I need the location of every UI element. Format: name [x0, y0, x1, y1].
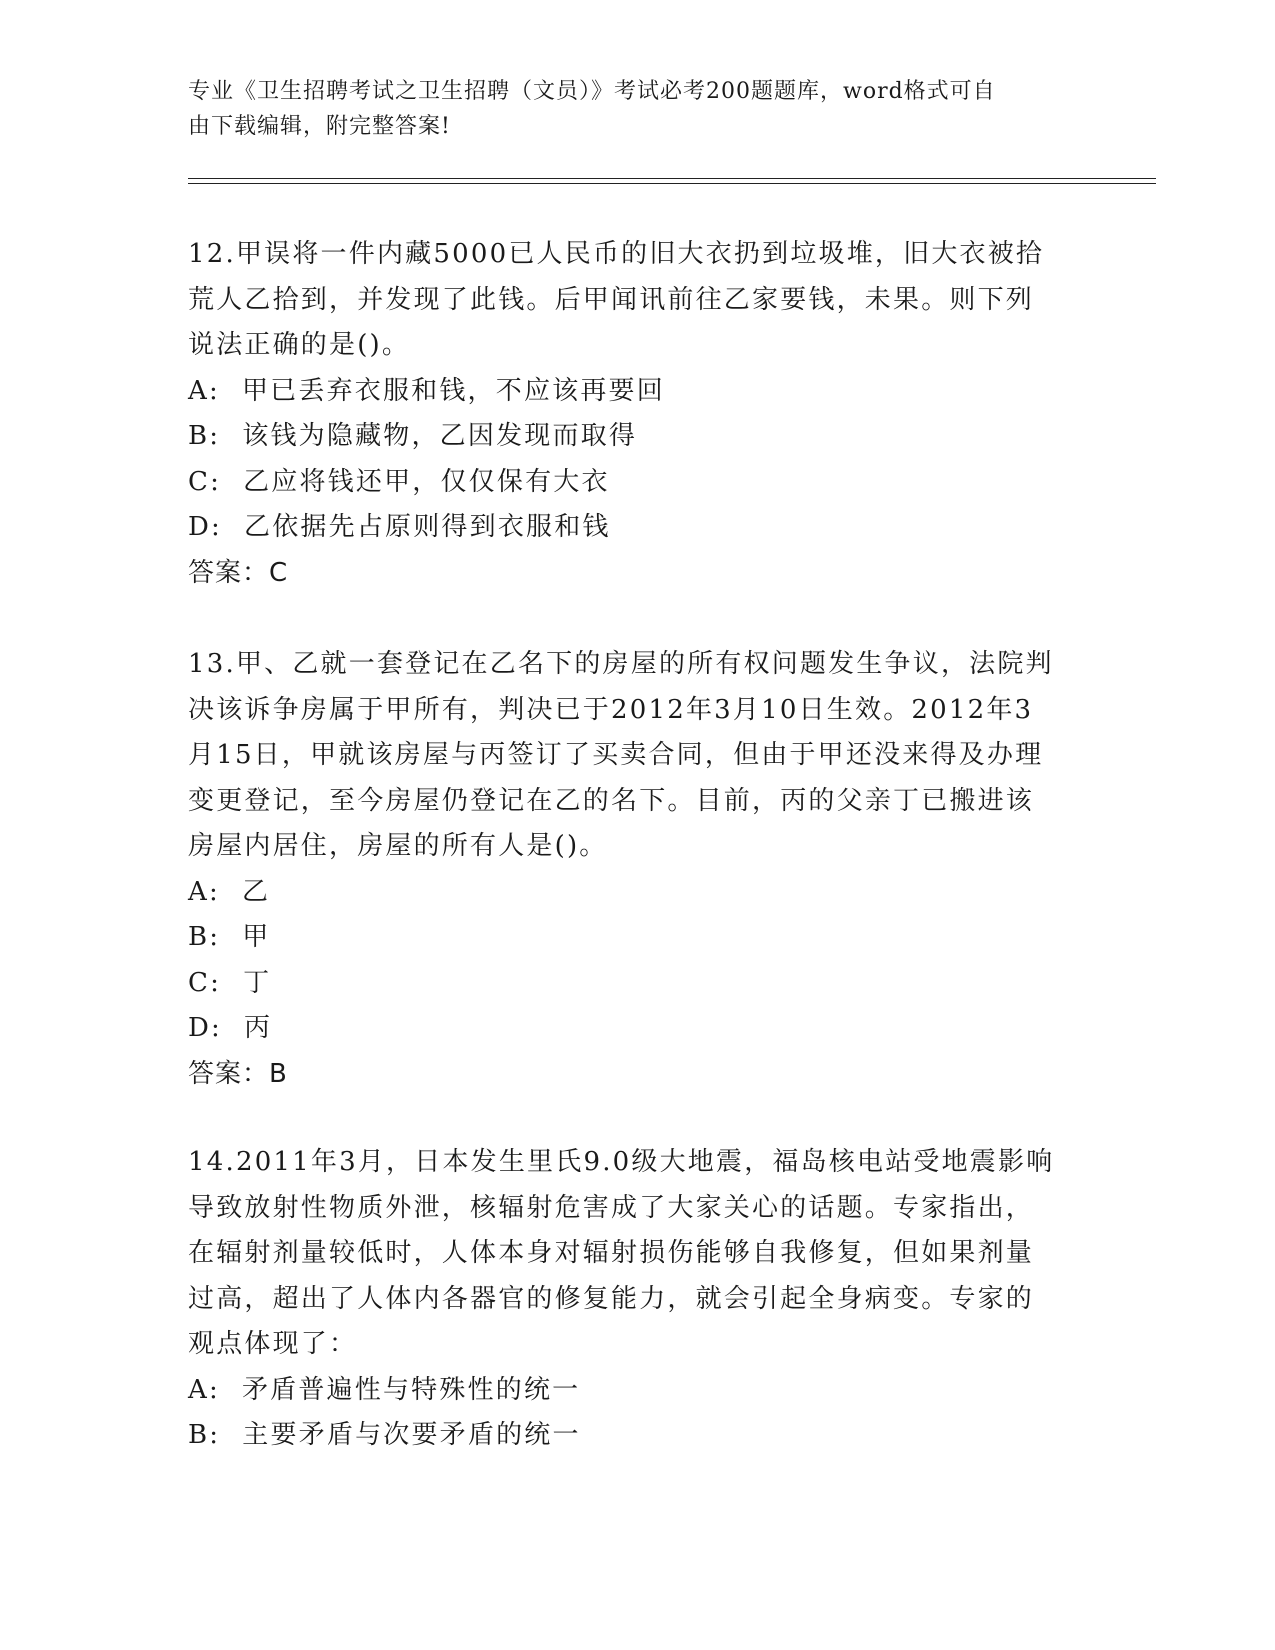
question-stem-line: 导致放射性物质外泄，核辐射危害成了大家关心的话题。专家指出，: [188, 1192, 1035, 1223]
option-b: [188, 1413, 1088, 1459]
header-divider-top: [188, 178, 1156, 179]
option-letter: D:: [188, 1013, 223, 1043]
option-b: [188, 915, 1088, 961]
question-stem-line: 房屋内居住，房屋的所有人是()。: [188, 831, 608, 861]
option-b: [188, 414, 1088, 460]
question-stem-line: 决该诉争房属于甲所有，判决已于2012年3月10日生效。2012年3: [188, 694, 1034, 725]
header-divider-bottom: [188, 183, 1156, 184]
header-note: [188, 74, 1078, 144]
question-stem-line: 说法正确的是()。: [188, 330, 411, 360]
option-d: [188, 1006, 1088, 1052]
question-stem-line: 荒人乙拾到，并发现了此钱。后甲闻讯前往乙家要钱，未果。则下列: [188, 284, 1035, 315]
option-text: 乙: [241, 876, 271, 907]
question-stem-line: 观点体现了：: [188, 1329, 358, 1359]
option-a: [188, 870, 1088, 916]
option-letter: A:: [188, 876, 220, 907]
option-text: 该钱为隐藏物，乙因发现而取得: [242, 421, 638, 451]
option-text: 矛盾普遍性与特殊性的统一: [241, 1374, 581, 1405]
question-stem-line: 在辐射剂量较低时，人体本身对辐射损伤能够自我修复，但如果剂量: [188, 1238, 1035, 1268]
option-text: 乙依据先占原则得到衣服和钱: [244, 512, 611, 542]
option-letter: C:: [188, 967, 222, 998]
question-stem-line: 过高，超出了人体内各器官的修复能力，就会引起全身病变。专家的: [188, 1283, 1035, 1314]
option-letter: B:: [188, 421, 221, 451]
answer-line: 答案：B: [188, 1058, 288, 1089]
option-letter: B:: [188, 922, 221, 952]
option-c: [188, 961, 1088, 1007]
question-12: [188, 232, 1088, 596]
header-note-line-1: 专业《卫生招聘考试之卫生招聘（文员）》考试必考200题题库，word格式可自: [188, 79, 996, 104]
question-stem-line: 月15日，甲就该房屋与丙签订了买卖合同，但由于甲还没来得及办理: [188, 740, 1044, 770]
option-text: 甲已丢弃衣服和钱，不应该再要回: [241, 375, 665, 406]
option-letter: D:: [188, 512, 223, 542]
option-letter: C:: [188, 466, 222, 497]
question-13: [188, 642, 1088, 1097]
option-a: [188, 369, 1088, 415]
question-stem-line: 14.2011年3月，日本发生里氏9.0级大地震，福岛核电站受地震影响: [188, 1147, 1055, 1177]
option-text: 主要矛盾与次要矛盾的统一: [242, 1420, 581, 1450]
option-text: 乙应将钱还甲，仅仅保有大衣: [243, 466, 610, 497]
option-letter: B:: [188, 1420, 221, 1450]
option-text: 甲: [242, 922, 271, 952]
question-stem-line: 变更登记，至今房屋仍登记在乙的名下。目前，丙的父亲丁已搬进该: [188, 785, 1035, 816]
answer-line: 答案：C: [188, 557, 289, 588]
option-c: [188, 460, 1088, 506]
option-letter: A:: [188, 375, 220, 406]
option-d: [188, 505, 1088, 551]
question-stem-line: 13.甲、乙就一套登记在乙名下的房屋的所有权问题发生争议，法院判: [188, 649, 1054, 679]
header-note-line-2: 由下载编辑，附完整答案!: [188, 114, 451, 139]
option-a: [188, 1368, 1088, 1414]
question-14: [188, 1140, 1088, 1459]
option-letter: A:: [188, 1374, 220, 1405]
option-text: 丙: [244, 1013, 273, 1043]
question-stem-line: 12.甲误将一件内藏5000已人民币的旧大衣扔到垃圾堆，旧大衣被拾: [188, 239, 1045, 269]
option-text: 丁: [243, 967, 272, 998]
